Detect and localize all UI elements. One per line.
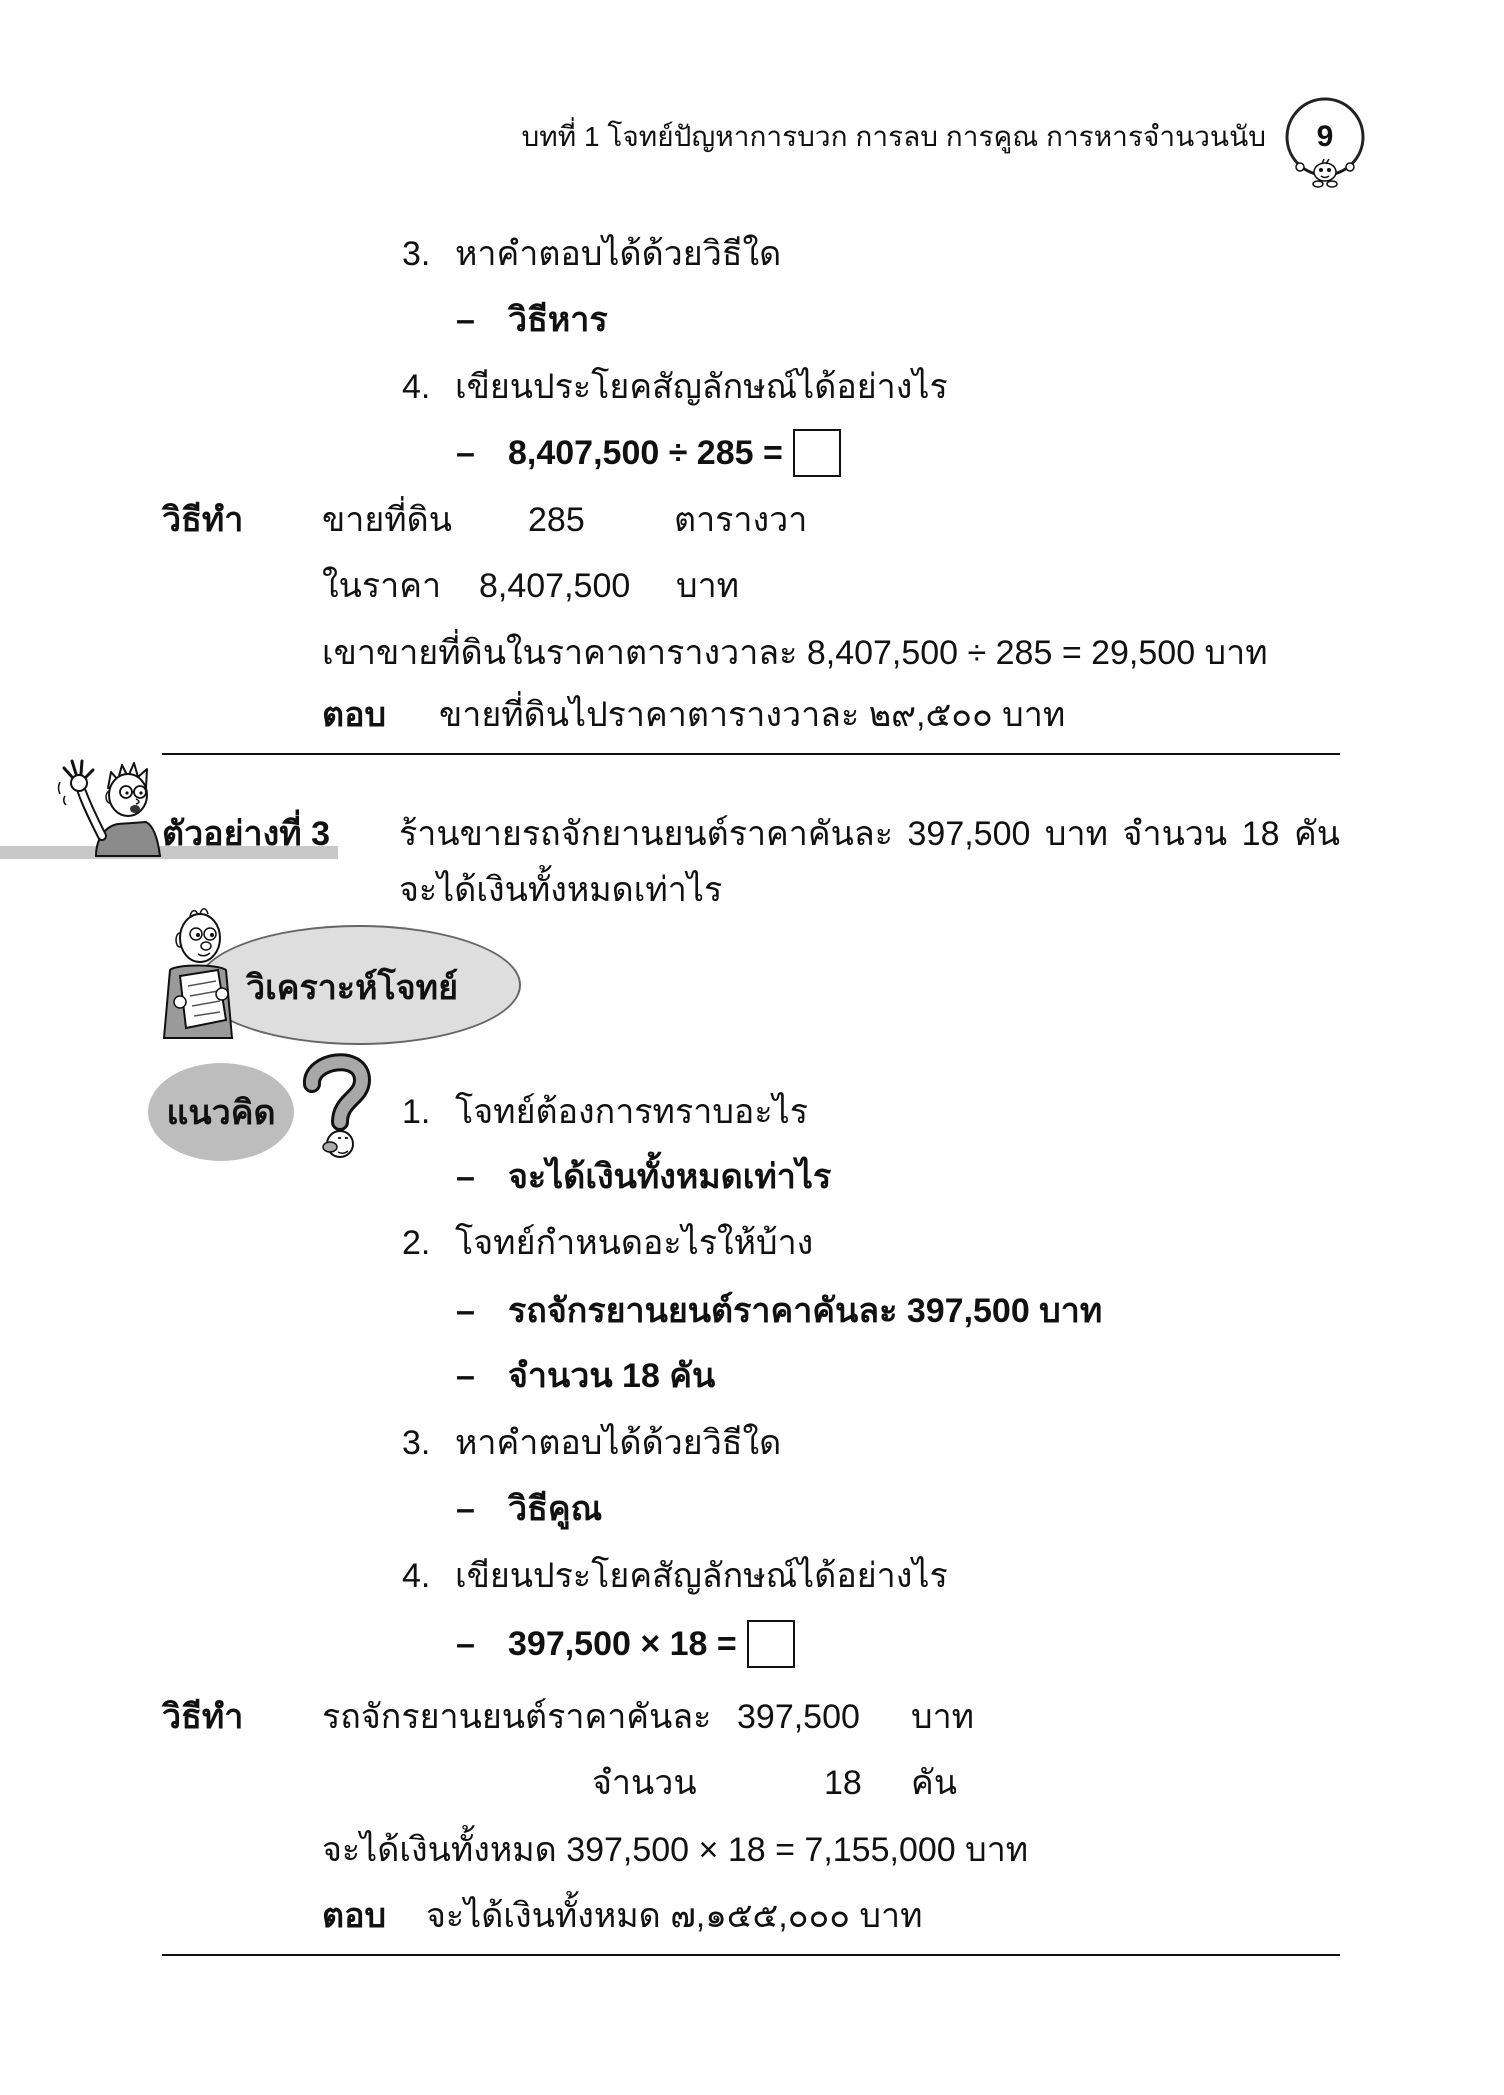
ex3-step1-question: โจทย์ต้องการทราบอะไร <box>455 1093 808 1131</box>
ex2-solution-label: วิธีทำ <box>162 501 244 539</box>
approach-label: แนวคิด <box>166 1094 276 1132</box>
ex3-step2-number: 2. <box>402 1224 431 1262</box>
ex3-problem-line-2: จะได้เงินทั้งหมดเท่าไร <box>399 871 723 909</box>
ex3-step3-number: 3. <box>402 1424 431 1462</box>
ex2-solution-item: ในราคา <box>322 567 442 605</box>
ex3-step4-bullet: – <box>456 1625 475 1663</box>
ex3-step2-question: โจทย์กำหนดอะไรให้บ้าง <box>455 1224 814 1262</box>
ex2-answer-label: ตอบ <box>322 696 387 734</box>
ex2-solution-unit: ตารางวา <box>674 501 808 539</box>
ex3-answer-label: ตอบ <box>322 1897 387 1935</box>
page-number-badge <box>1282 94 1370 190</box>
ex3-step1-number: 1. <box>402 1093 431 1131</box>
reading-man-illustration <box>156 906 242 1038</box>
ex3-solution-unit: คัน <box>911 1764 957 1802</box>
answer-blank-box <box>793 429 841 477</box>
ex3-step3-answer: วิธีคูณ <box>508 1490 603 1528</box>
ex2-step4-bullet: – <box>456 434 475 472</box>
ex3-step1-bullet: – <box>456 1158 475 1196</box>
ex3-number-sentence <box>508 1620 795 1668</box>
ex2-step3-answer: วิธีหาร <box>508 301 608 339</box>
ex3-solution-unit: บาท <box>911 1698 975 1736</box>
ex2-step4-number: 4. <box>402 368 431 406</box>
ex2-solution-item: ขายที่ดิน <box>322 501 452 539</box>
answer-blank-box <box>747 1620 795 1668</box>
ex3-solution-item: จำนวน <box>592 1764 697 1802</box>
ex2-number-sentence <box>508 429 841 477</box>
ex3-solution-value: 18 <box>824 1764 862 1802</box>
waving-hand-icon <box>59 761 103 836</box>
ex3-solution-value: 397,500 <box>737 1698 860 1736</box>
ex3-step3-bullet: – <box>456 1490 475 1528</box>
ex3-step2-bullet: – <box>456 1292 475 1330</box>
question-mark-icon <box>300 1050 372 1162</box>
ex2-step3-bullet: – <box>456 301 475 339</box>
ex2-solution-value: 285 <box>528 501 585 539</box>
section-divider <box>162 1954 1340 1956</box>
waving-man-head <box>106 763 147 816</box>
ex3-step1-answer: จะได้เงินทั้งหมดเท่าไร <box>508 1158 832 1196</box>
ex2-number-sentence-text: 8,407,500 ÷ 285 = <box>508 434 783 472</box>
ex3-step2-answer: จำนวน 18 คัน <box>508 1357 716 1395</box>
question-mark-shape <box>312 1062 362 1122</box>
ex2-solution-unit: บาท <box>676 567 740 605</box>
ex3-number-sentence-text: 397,500 × 18 = <box>508 1625 737 1663</box>
ex3-answer-text: จะได้เงินทั้งหมด ๗,๑๕๕,๐๐๐ บาท <box>426 1897 923 1935</box>
ex3-calculation: จะได้เงินทั้งหมด 397,500 × 18 = 7,155,000 บาท <box>322 1831 1029 1869</box>
approach-bubble <box>148 1063 294 1161</box>
ex2-solution-value: 8,407,500 <box>479 567 631 605</box>
page-number: 9 <box>1316 120 1334 153</box>
ex3-problem-line-1: ร้านขายรถจักยานยนต์ราคาคันละ 397,500 บาท จำนวน 18 คัน <box>399 815 1340 853</box>
analyze-label: วิเคราะห์โจทย์ <box>246 969 459 1007</box>
ex3-step3-question: หาคำตอบได้ด้วยวิธีใด <box>455 1424 782 1462</box>
ex2-answer-text: ขายที่ดินไปราคาตารางวาละ ๒๙,๕๐๐ บาท <box>439 696 1066 734</box>
example-3-label: ตัวอย่างที่ 3 <box>162 815 330 853</box>
ex2-step3-number: 3. <box>402 235 431 273</box>
waving-man-illustration <box>56 756 166 856</box>
ex3-step2-bullet: – <box>456 1357 475 1395</box>
ex2-step4-question: เขียนประโยคสัญลักษณ์ได้อย่างไร <box>455 368 948 406</box>
ex3-step4-number: 4. <box>402 1557 431 1595</box>
question-mark-face <box>323 1131 353 1157</box>
chapter-header: บทที่ 1 โจทย์ปัญหาการบวก การลบ การคูณ การหารจำนวนนับ <box>521 121 1266 152</box>
ex2-step3-question: หาคำตอบได้ด้วยวิธีใด <box>455 235 782 273</box>
ex2-calculation: เขาขายที่ดินในราคาตารางวาละ 8,407,500 ÷ 285 = 29,500 บาท <box>322 634 1268 672</box>
ex3-solution-item: รถจักรยานยนต์ราคาคันละ <box>322 1698 712 1736</box>
ex3-step2-answer: รถจักรยานยนต์ราคาคันละ 397,500 บาท <box>508 1292 1103 1330</box>
reading-man-head <box>176 909 220 962</box>
section-divider <box>162 753 1340 755</box>
ex3-solution-label: วิธีทำ <box>162 1698 244 1736</box>
ex3-step4-question: เขียนประโยคสัญลักษณ์ได้อย่างไร <box>455 1557 948 1595</box>
